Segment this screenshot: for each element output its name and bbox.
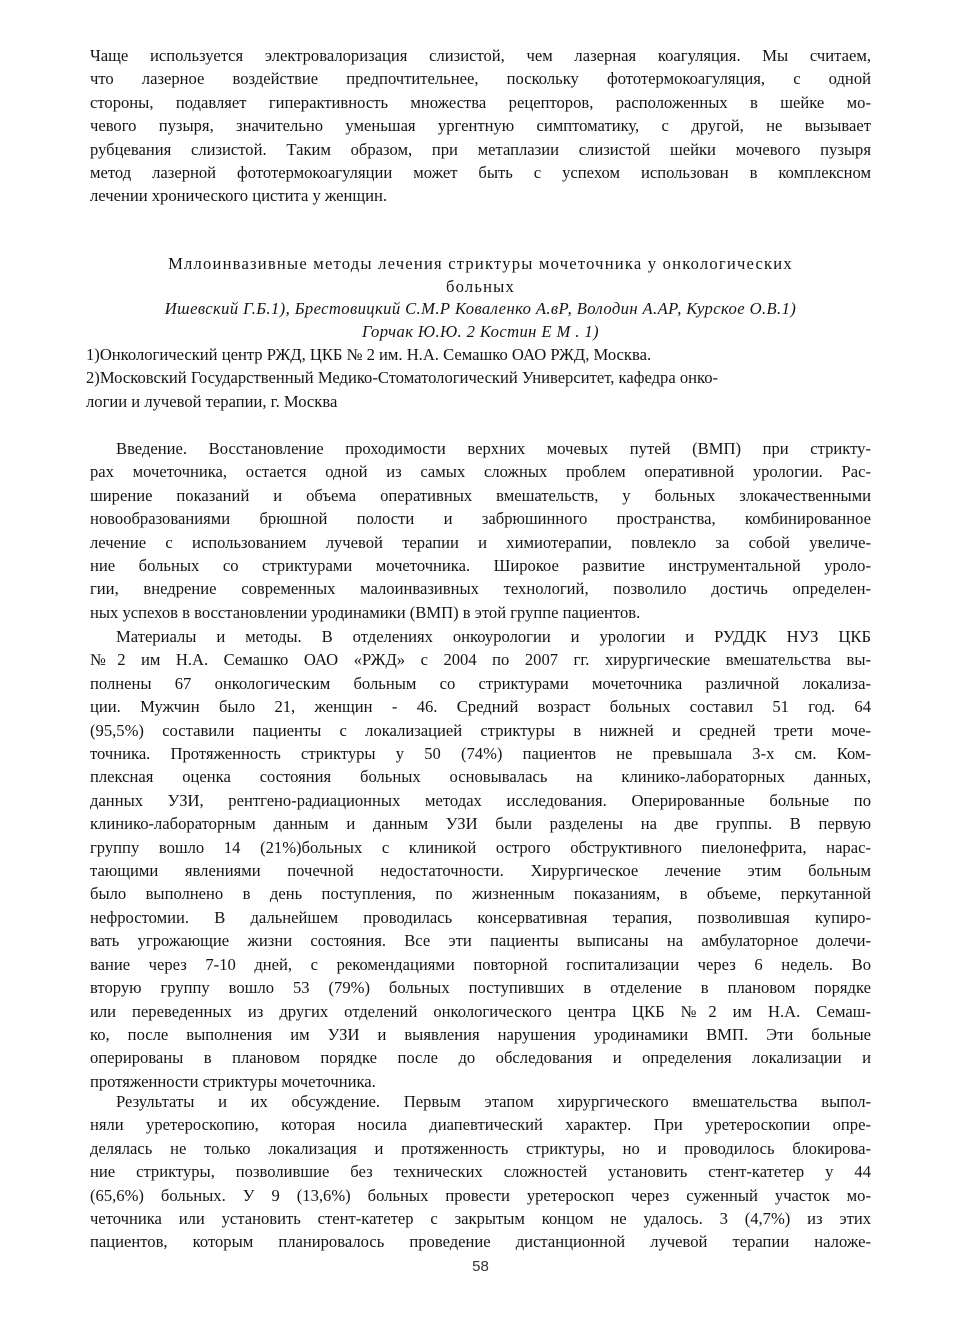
text-line: ние больных со стриктурами мочеточника. Широкое развитие инструментальной уроло-: [90, 556, 871, 576]
text-line: стороны, подавляет гиперактивность множества рецепторов, расположенных в шейке мо-: [90, 92, 871, 112]
article-authors: [90, 297, 871, 344]
affiliation-line: логии и лучевой терапии, г. Москва: [86, 391, 338, 411]
text-line: Введение. Восстановление проходимости верхних мочевых путей (ВМП) при стрикту-: [116, 439, 871, 458]
authors-line: Ишевский Г.Б.1), Брестовицкий С.М.Р Коваленко А.вР, Володин А.АР, Курское О.В.1): [164, 299, 797, 318]
text-line: ции. Мужчин было 21, женщин - 46. Средний возраст больных составил 51 год. 64: [90, 697, 871, 717]
results-paragraph: [90, 1090, 871, 1254]
methods-paragraph: [90, 625, 871, 1093]
text-line: Чаще используется электровалоризация слизистой, чем лазерная коагуляция. Мы считаем,: [90, 46, 871, 65]
affiliation-line: 1)Онкологический центр РЖД, ЦКБ № 2 им. Н.А. Семашко ОАО РЖД, Москва.: [86, 345, 652, 364]
text-line: или переведенных из других отделений онкологического центра ЦКБ №2 им Н.А. Семаш-: [90, 1001, 871, 1021]
text-line: рубцевания слизистой. Таким образом, при метаплазии слизистой шейки мочевого пузыря: [90, 139, 871, 159]
affiliation-line: 2)Московский Государственный Медико-Стоматологический Университет, кафедра онко-: [86, 368, 719, 388]
text-line: ко, после выполнения им УЗИ и выявления нарушения уродинамики ВМП. Эти больные: [90, 1024, 871, 1044]
text-line: вторую группу вошло 53 (79%) больных поступивших в отделение в плановом порядке: [90, 978, 871, 998]
text-line: лечении хронического цистита у женщин.: [90, 186, 388, 206]
title-line: больных: [445, 277, 516, 297]
text-line: чевого пузыря, значительно уменьшая ургентную симптоматику, с другой, не вызывает: [90, 116, 871, 136]
authors-line: Горчак Ю.Ю. 2 Костин Е М . 1): [362, 322, 599, 342]
text-line: клинико-лабораторным данным и данным УЗИ были разделены на две группы. В первую: [90, 814, 871, 834]
text-line: вание через 7-10 дней, с рекомендациями повторной госпитализации через 6 недель. Во: [90, 954, 871, 974]
text-line: (65,6%) больных. У 9 (13,6%) больных провести уретероскоп через суженный участок мо-: [90, 1185, 871, 1205]
text-line: четочника или установить стент-катетер с закрытым концом не удалось. 3 (4,7%) из этих: [90, 1209, 871, 1229]
text-line: группу вошло 14 (21%)больных с клиникой острого обструктивного пиелонефрита, нарас-: [90, 837, 871, 857]
introduction-paragraph: [90, 437, 871, 624]
text-line: пациентов, которым планировалось проведение дистанционной лучевой терапии наложе-: [90, 1232, 871, 1252]
intro-paragraph: [90, 44, 871, 208]
text-line: протяженности стриктуры мочеточника.: [90, 1071, 376, 1091]
text-line: ширение показаний и объема оперативных вмешательств, у больных злокачественными: [90, 485, 871, 505]
text-line: ние стриктуры, позволившие без технических сложностей установить стент-катетер у 44: [90, 1162, 871, 1182]
text-line: новообразованиями брюшной полости и забрюшинного пространства, комбинированное: [90, 509, 871, 529]
text-line: плексная оценка состояния больных основывалась на клинико-лабораторных данных,: [90, 767, 871, 787]
text-line: точника. Протяженность стриктуры у 50 (74%) пациентов не превышала 3-х см. Ком-: [90, 744, 871, 764]
text-line: няли уретероскопию, которая носила диапевтический характер. При уретероскопии опре-: [90, 1115, 871, 1135]
text-line: нефростомии. В дальнейшем проводилась консервативная терапия, позволившая купиро-: [90, 907, 871, 927]
text-line: (95,5%) составили пациенты с локализацией стриктуры в нижней и средней трети моче-: [90, 720, 871, 740]
text-line: Результаты и их обсуждение. Первым этапом хирургического вмешательства выпол-: [116, 1092, 871, 1111]
text-line: ных успехов в восстановлении уродинамики (ВМП) в этой группе пациентов.: [90, 602, 641, 622]
text-line: метод лазерной фототермокоагуляции может быть с успехом использован в комплексном: [90, 163, 871, 183]
text-line: оперированы в плановом порядке после до обследования и определения локализации и: [90, 1048, 871, 1068]
text-line: вать угрожающие жизни состояния. Все эти пациенты выписаны на амбулаторное долечи-: [90, 931, 871, 951]
text-line: №2 им Н.А. Семашко ОАО «РЖД» с 2004 по 2007 гг. хирургические вмешательства вы-: [90, 650, 871, 670]
text-line: лечение с использованием лучевой терапии и химиотерапии, повлекло за собой увеличе-: [90, 532, 871, 552]
text-line: гии, внедрение современных малоинвазивных технологий, позволило достичь определен-: [90, 579, 871, 599]
text-line: делялась не только локализация и протяженность стриктуры, но и проводилось блокирова-: [90, 1138, 871, 1158]
page-number: 58: [472, 1258, 489, 1275]
affiliations: [86, 343, 876, 413]
text-line: Материалы и методы. В отделениях онкоурологии и урологии и РУДДК НУЗ ЦКБ: [116, 627, 871, 646]
text-line: данных УЗИ, рентгено-радиационных методах исследования. Оперированные больные по: [90, 790, 871, 810]
text-line: тающими явлениями почечной недостаточности. Хирургическое лечение этим больным: [90, 861, 871, 881]
text-line: было выполнено в день поступления, по жизненным показаниям, в объеме, перкутанной: [90, 884, 871, 904]
text-line: что лазерное воздействие предпочтительнее, поскольку фототермокоагуляция, с одной: [90, 69, 871, 89]
title-line: Мллоинвазивные методы лечения стриктуры мочеточника у онкологических: [168, 254, 793, 273]
text-line: полнены 67 онкологическим больным со стриктурами мочеточника различной локализа-: [90, 673, 871, 693]
article-title: [90, 252, 871, 299]
text-line: рах мочеточника, остается одной из самых сложных проблем оперативной урологии. Рас-: [90, 462, 871, 482]
